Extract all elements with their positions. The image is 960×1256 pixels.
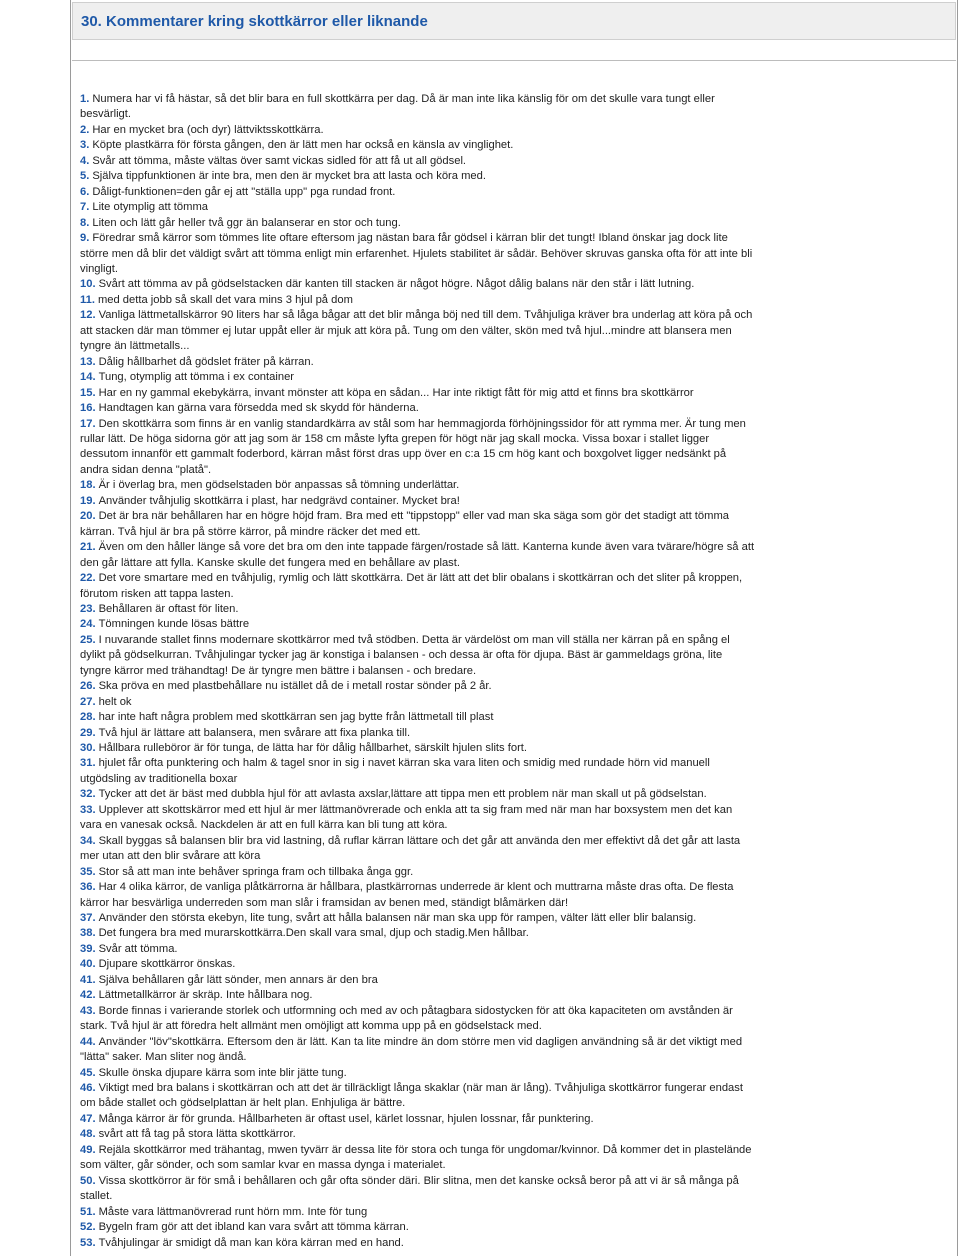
comment-number: 27. [80, 695, 96, 708]
comment-text: svårt att få tag på stora lätta skottkärror. [98, 1128, 296, 1141]
comment-number: 52. [80, 1221, 96, 1234]
comment-number: 11. [80, 293, 95, 306]
comment-number: 45. [80, 1066, 96, 1079]
comment-item [80, 973, 756, 988]
comment-item [80, 695, 756, 710]
comment-number: 23. [80, 602, 96, 615]
comment-number: 41. [80, 973, 96, 986]
comment-text: Har en ny gammal ekebykärra, invant mönster att köpa en sådan... Har inte riktigt fått för mig attd et finns bra skottkärror [98, 386, 694, 399]
comment-item [80, 880, 756, 911]
comment-item [80, 957, 756, 972]
comment-item [80, 803, 756, 834]
comment-item [80, 911, 756, 926]
comment-number: 51. [80, 1205, 96, 1218]
comment-item [80, 679, 756, 694]
comment-item [80, 834, 756, 865]
comment-text: Liten och lätt går heller två ggr än balanserar en stor och tung. [92, 216, 401, 229]
comment-number: 13. [80, 355, 96, 368]
comment-item [80, 123, 756, 138]
comment-number: 24. [80, 618, 96, 631]
comment-text: Det vore smartare med en tvåhjulig, rymlig och lätt skottkärra. Det är lätt att det blir obalans i skottkärran och det sliter på kroppen, förutom risken att tappa lasten. [80, 572, 743, 600]
comment-number: 7. [80, 201, 90, 214]
comment-number: 31. [80, 757, 96, 770]
comment-item [80, 1205, 756, 1220]
comment-item [80, 185, 756, 200]
comment-item [80, 726, 756, 741]
comment-text: Har 4 olika kärror, de vanliga plåtkärrorna är hållbara, plastkärrornas underrede är klent och muttrarna måste dras ofta. De flesta kärror har besvärliga underreden som man slår i framsidan av benen med, ständigt blåmärken där! [80, 881, 734, 909]
comment-item [80, 633, 756, 679]
comment-number: 48. [80, 1128, 96, 1141]
comment-item [80, 741, 756, 756]
comment-number: 4. [80, 154, 90, 167]
comment-number: 25. [80, 633, 96, 646]
comment-number: 9. [80, 232, 90, 245]
divider [72, 60, 956, 61]
comment-text: Använder den största ekebyn, lite tung, svårt att hålla balansen när man ska upp för rampen, välter lätt eller blir balansig. [98, 912, 697, 925]
comment-number: 32. [80, 788, 96, 801]
comment-text: Borde finnas i varierande storlek och utformning och med av och påtagbara sidostycken för att öka kapaciteten om avstånden är stark. Två hjul är att föredra helt allmänt men omöjligt att komma upp på en gödselstack med. [80, 1004, 733, 1033]
comment-text: Djupare skottkärror önskas. [98, 958, 236, 971]
comment-list [80, 92, 756, 1251]
comment-text: Handtagen kan gärna vara försedda med sk skydd för händerna. [98, 402, 419, 415]
comment-number: 14. [80, 371, 96, 384]
comment-text: Det är bra när behållaren har en högre höjd fram. Bra med ett "tippstopp" eller vad man ska säga som gör det stadigt att tömma kärran. Två hjul är bra på större kärror, på mindre räcker det med ett. [80, 510, 729, 538]
comment-text: I nuvarande stallet finns modernare skottkärror med två stödben. Detta är värdelöst om man vill ställa ner kärran på en spång el dylikt på gödselkurran. Tvåhjulingar tycker jag är konstiga i balansen - och dessa är ofta för djupa. Bäst är gammeldags gröna, lite tyngre kärror med trähandtag! De är tyngre men bättre i balansen - och bredare. [80, 633, 730, 677]
comment-number: 37. [80, 912, 96, 925]
comment-item [80, 1066, 756, 1081]
comment-number: 33. [80, 803, 96, 816]
comment-number: 15. [80, 386, 96, 399]
comment-item [80, 401, 756, 416]
comment-number: 46. [80, 1082, 96, 1094]
comment-item [80, 1236, 756, 1251]
comment-item [80, 988, 756, 1003]
comment-item [80, 1127, 756, 1142]
comment-number: 29. [80, 726, 96, 739]
comment-text: Även om den håller länge så vore det bra om den inte tappade färgen/rostade så lätt. Kanterna kunde även vara tvärare/högre så att den går lättare att fylla. Kanske skulle det fungera med en behållare av plast. [80, 541, 755, 569]
comment-item [80, 787, 756, 802]
comment-item [80, 942, 756, 957]
title-band [72, 2, 956, 40]
comment-item [80, 1112, 756, 1127]
comment-item [80, 1035, 756, 1066]
comment-text: Använder tvåhjulig skottkärra i plast, har nedgrävd container. Mycket bra! [98, 494, 460, 507]
comment-item [80, 494, 756, 509]
comment-text: Två hjul är lättare att balansera, men svårare att fixa planka till. [98, 726, 411, 739]
comment-number: 21. [80, 541, 96, 554]
comment-text: Det fungera bra med murarskottkärra.Den skall vara smal, djup och stadig.Men hållbar. [98, 927, 529, 940]
comment-number: 26. [80, 680, 96, 693]
comment-number: 30. [80, 742, 96, 755]
comment-text: Vanliga lättmetallskärror 90 liters har så låga bågar att det blir många böj ned till dem. Tvåhjuliga kräver bra underlag att köra på och att stacken där man tömmer ej lutar uppåt eller är mjuk att köra på. Tung om den välter, skön med två hjul...mindre att blansera men tyngre än lättmetalls... [80, 309, 753, 353]
comment-item [80, 509, 756, 540]
comment-number: 12. [80, 309, 96, 322]
comment-item [80, 1174, 756, 1205]
comment-text: Har en mycket bra (och dyr) lättviktsskottkärra. [92, 123, 324, 136]
comment-text: Föredrar små kärror som tömmes lite oftare eftersom jag nästan bara får gödsel i kärran blir det tungt! Ibland önskar jag dock lite större men då blir det väldigt svårt att tömma enligt min erfarenhet. Hjulets stabilitet är sådär. Behöver skruvas ganska ofta för att inte bli vingligt. [80, 232, 753, 275]
comment-text: Skall byggas så balansen blir bra vid lastning, då ruflar kärran lättare och det går att använda den mer effektivt då det går att lasta mer utan att den blir svårare att köra [80, 834, 741, 863]
comment-text: Köpte plastkärra för första gången, den är lätt men har också en känsla av vinglighet. [92, 139, 514, 152]
comment-text: Rejäla skottkärror med trähantag, mwen tyvärr är dessa lite för stora och tunga för ungdomar/kvinnor. Då kommer det in plastelände som välter, går sönder, och som samlar kvar en massa dynga i materialet. [80, 1143, 752, 1172]
comment-item [80, 571, 756, 602]
comment-text: Bygeln fram gör att det ibland kan vara svårt att tömma kärran. [98, 1221, 409, 1234]
comment-text: Den skottkärra som finns är en vanlig standardkärra av stål som har hemmagjorda förhöjningssidor för att rymma mer. Är tung men rullar lätt. De höga sidorna gör att jag som är 158 cm måste lyfta grepen för högt när jag skall mocka. Vissa boxar i stallet ligger dessutom innanför ett gammalt foderbord, kärran måst först dras upp över en c:a 15 cm hög kant och boxgolvet ligger nedsänkt på andra sidan denna "platå". [80, 417, 746, 476]
comment-number: 22. [80, 572, 96, 585]
comment-text: Dåligt-funktionen=den går ej att "ställa upp" pga rundad front. [92, 185, 396, 198]
comment-text: Själva tippfunktionen är inte bra, men den är mycket bra att lasta och köra med. [92, 170, 486, 183]
comment-number: 16. [80, 402, 96, 415]
comment-text: Stor så att man inte behåver springa fram och tillbaka ånga ggr. [98, 865, 414, 878]
comment-text: Svårt att tömma av på gödselstacken där kanten till stacken är något högre. Något dålig balans när den står i lätt lutning. [98, 278, 695, 291]
comment-text: helt ok [98, 695, 132, 708]
comment-item [80, 293, 756, 308]
comment-text: Tung, otymplig att tömma i ex container [98, 371, 295, 384]
comment-item [80, 1004, 756, 1035]
comment-number: 10. [80, 278, 96, 291]
comment-item [80, 370, 756, 385]
comment-text: Skulle önska djupare kärra som inte blir jätte tung. [98, 1066, 347, 1079]
comment-item [80, 756, 756, 787]
comment-number: 49. [80, 1143, 96, 1156]
comment-item [80, 602, 756, 617]
comment-item [80, 1143, 756, 1174]
comment-number: 50. [80, 1174, 96, 1187]
comment-number: 2. [80, 123, 90, 136]
comment-text: Många kärror är för grunda. Hållbarheten är oftast usel, kärlet lossnar, hjulen lossnar, får punktering. [98, 1112, 594, 1125]
comment-item [80, 92, 756, 123]
comment-item [80, 138, 756, 153]
comment-text: Dålig hållbarhet då gödslet fräter på kärran. [98, 355, 314, 368]
comment-text: Tvåhjulingar är smidigt då man kan köra kärran med en hand. [98, 1236, 404, 1249]
comment-text: Ska pröva en med plastbehållare nu istället då de i metall rostar sönder på 2 år. [98, 680, 492, 693]
comment-item [80, 1081, 756, 1112]
comment-text: Upplever att skottskärror med ett hjul är mer lättmanövrerade och enkla att ta sig fram med när man har boxsystem men det kan vara en vanesak också. Nackdelen är att en full kärra kan bli tung att köra. [80, 803, 733, 832]
comment-item [80, 710, 756, 725]
comment-item [80, 231, 756, 277]
comment-item [80, 1220, 756, 1235]
comment-item [80, 277, 756, 292]
comment-text: Svår att tömma. [98, 942, 178, 955]
comment-number: 8. [80, 216, 90, 229]
comment-text: Lite otymplig att tömma [92, 201, 208, 214]
page-title: 30. Kommentarer kring skottkärror eller liknande [81, 13, 428, 30]
comment-item [80, 417, 756, 479]
comment-text: Svår att tömma, måste vältas över samt vickas sidled för att få ut all gödsel. [92, 154, 467, 167]
comment-text: Använder "löv"skottkärra. Eftersom den är lätt. Kan ta lite mindre än dom större men vid dagligen användning så är det viktigt med "lätta" saker. Man sliter nog ändå. [80, 1035, 743, 1064]
comment-text: Numera har vi få hästar, så det blir bara en full skottkärra per dag. Då är man inte lika känslig för om det skulle vara tungt eller besvärligt. [80, 93, 715, 121]
comment-item [80, 216, 756, 231]
comment-number: 19. [80, 494, 96, 507]
comment-item [80, 169, 756, 184]
comment-text: Själva behållaren går lätt sönder, men annars är den bra [98, 973, 378, 986]
comment-item [80, 926, 756, 941]
comment-number: 35. [80, 865, 96, 878]
comment-item [80, 540, 756, 571]
comment-item [80, 386, 756, 401]
comment-number: 18. [80, 479, 96, 492]
comment-text: med detta jobb så skall det vara mins 3 hjul på dom [97, 293, 353, 306]
comment-number: 43. [80, 1004, 96, 1017]
comment-text: Tömningen kunde lösas bättre [98, 618, 250, 631]
comment-item [80, 355, 756, 370]
comment-item [80, 154, 756, 169]
comment-item [80, 865, 756, 880]
comment-number: 6. [80, 185, 90, 198]
comment-number: 1. [80, 93, 90, 105]
comment-text: Tycker att det är bäst med dubbla hjul för att avlasta axslar,lättare att tippa men ett problem när man skall ut på gödselstan. [98, 788, 707, 801]
comment-number: 47. [80, 1112, 96, 1125]
comment-item [80, 617, 756, 632]
comment-item [80, 200, 756, 215]
comment-text: Lättmetallkärror är skräp. Inte hållbara nog. [98, 989, 313, 1002]
comment-text: Viktigt med bra balans i skottkärran och att det är tillräckligt långa skaklar (när man är lång). Tvåhjuliga skottkärror fungerar endast om både stallet och gödselplattan är helt plan. Enhjuliga är bättre. [80, 1082, 743, 1110]
comment-number: 42. [80, 989, 96, 1002]
comment-number: 17. [80, 417, 96, 430]
comment-text: har inte haft några problem med skottkärran sen jag bytte från lättmetall till plast [98, 711, 494, 724]
comment-text: Är i överlag bra, men gödselstaden bör anpassas så tömning underlättar. [98, 479, 460, 492]
comment-number: 44. [80, 1035, 96, 1048]
comment-number: 34. [80, 834, 96, 847]
comment-text: hjulet får ofta punktering och halm & tagel snor in sig i navet kärran ska vara liten och smidig med rundade hörn vid manuell utgödsling av traditionella boxar [80, 757, 710, 785]
comment-item [80, 308, 756, 354]
comment-number: 40. [80, 958, 96, 971]
comment-text: Hållbara rulleböror är för tunga, de lätta har för dålig hållbarhet, särskilt hjulen slits fort. [98, 742, 528, 755]
comment-number: 3. [80, 139, 90, 152]
comment-item [80, 478, 756, 493]
comment-text: Måste vara lättmanövrerad runt hörn mm. Inte för tung [98, 1205, 368, 1218]
comment-number: 53. [80, 1236, 96, 1249]
comment-number: 5. [80, 170, 90, 183]
comment-number: 39. [80, 942, 96, 955]
comment-number: 28. [80, 711, 96, 724]
comment-text: Vissa skottkörror är för små i behållaren och går ofta sönder däri. Blir slitna, men det kanske också beror på att vi är så många på stallet. [80, 1174, 739, 1203]
comment-number: 38. [80, 927, 96, 940]
comment-number: 36. [80, 881, 96, 894]
comment-text: Behållaren är oftast för liten. [98, 602, 239, 615]
comment-number: 20. [80, 510, 96, 523]
